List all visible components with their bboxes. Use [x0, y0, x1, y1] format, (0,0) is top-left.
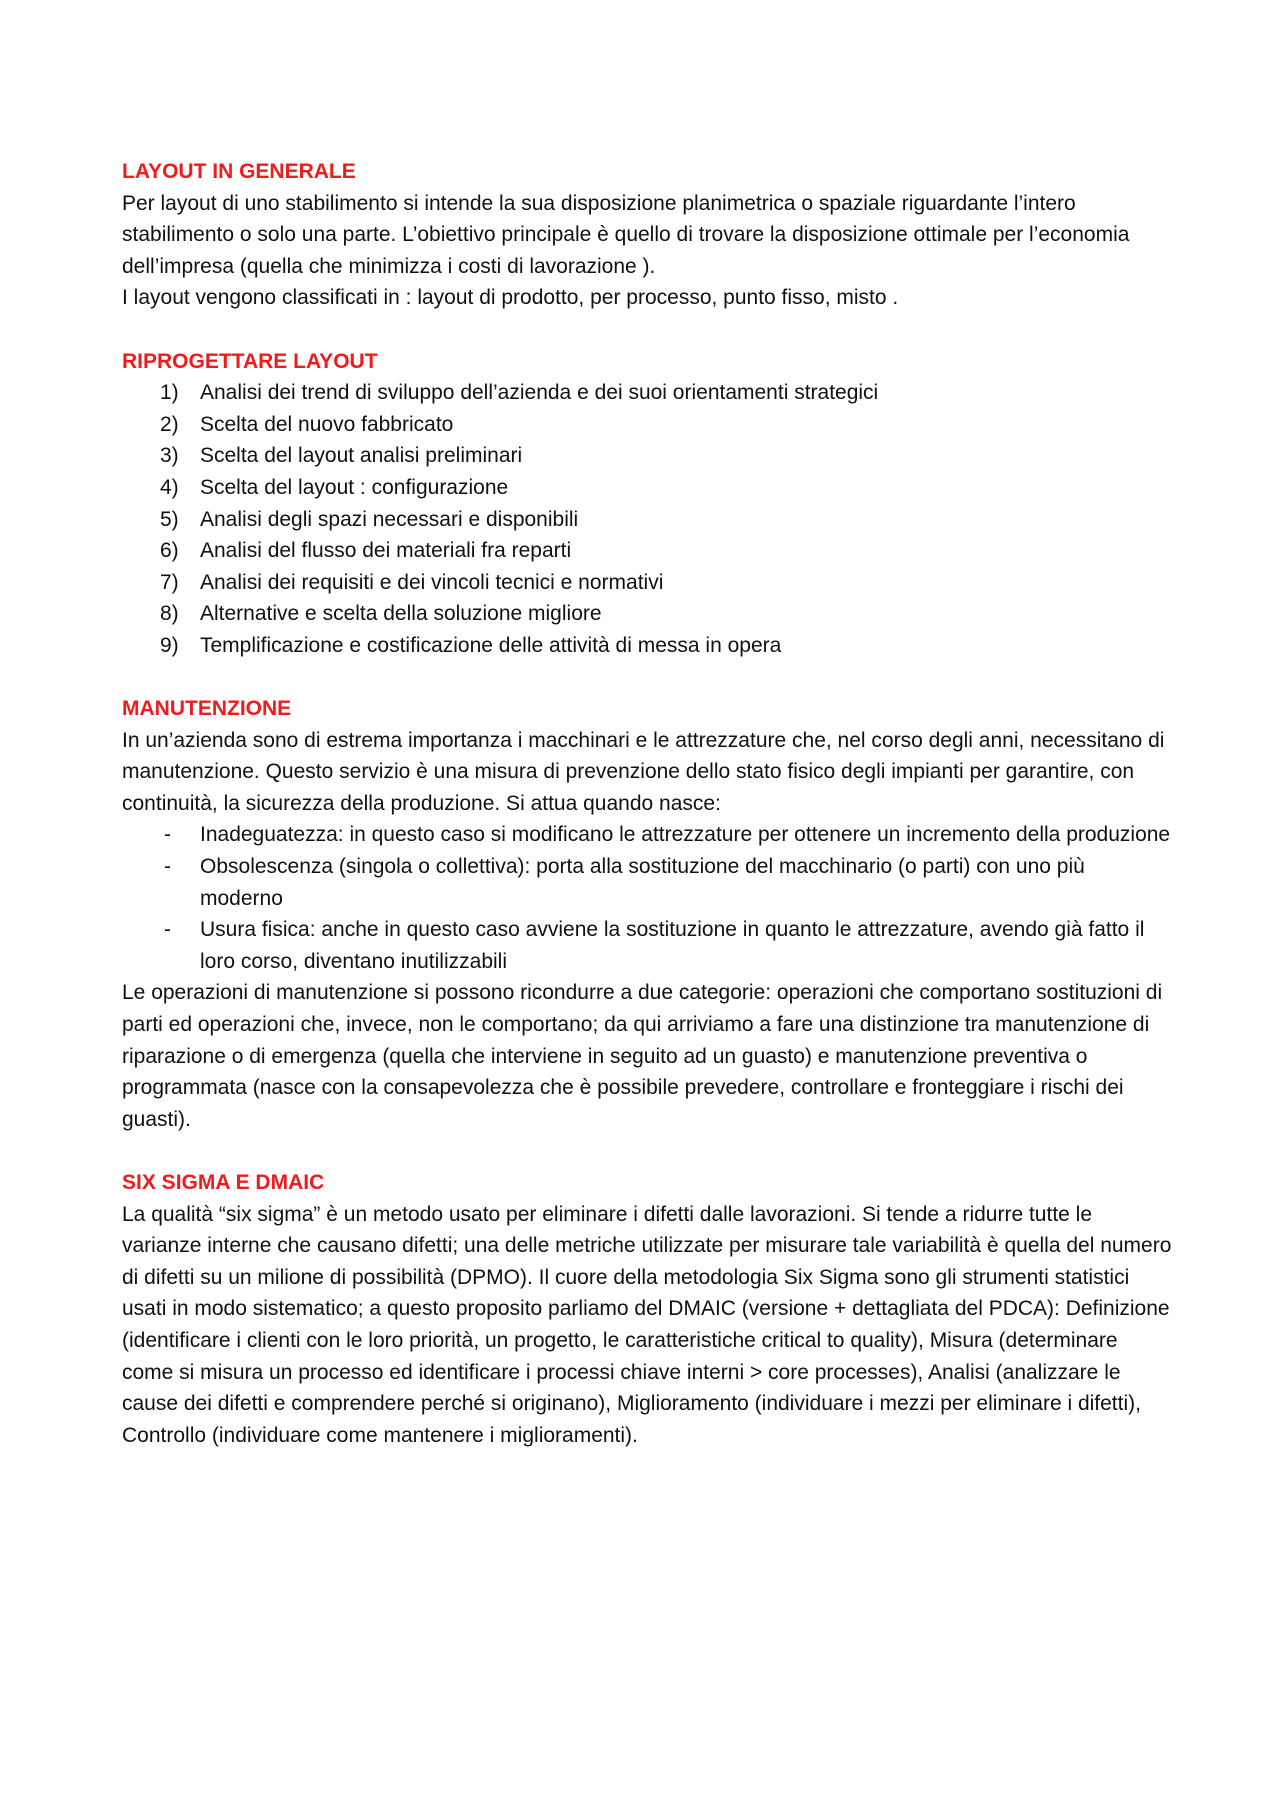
section-manutenzione [122, 693, 1172, 1135]
list-item [122, 377, 1172, 409]
list-item-text: Scelta del nuovo fabbricato [200, 412, 454, 436]
spacer [122, 662, 1172, 694]
list-number: 9) [160, 633, 179, 657]
paragraph: I layout vengono classificati in : layout di prodotto, per processo, punto fisso, misto . [122, 286, 899, 310]
list-item [122, 819, 1172, 851]
list-item-text: Analisi degli spazi necessari e disponibili [200, 507, 579, 531]
list-item [122, 440, 1172, 472]
list-item [122, 630, 1172, 662]
list-number: 6) [160, 539, 179, 563]
list-dash: - [164, 855, 171, 879]
list-item-text: Alternative e scelta della soluzione migliore [200, 602, 602, 626]
spacer [122, 1135, 1172, 1167]
list-item [122, 567, 1172, 599]
list-number: 2) [160, 412, 179, 436]
list-item [122, 409, 1172, 441]
list-item [122, 598, 1172, 630]
list-dash: - [164, 918, 171, 942]
list-number: 5) [160, 507, 179, 531]
list-item [122, 535, 1172, 567]
section-heading: RIPROGETTARE LAYOUT [122, 349, 378, 373]
section-heading: MANUTENZIONE [122, 697, 292, 721]
list-number: 3) [160, 444, 179, 468]
list-number: 1) [160, 381, 179, 405]
numbered-list [122, 377, 1172, 661]
list-item-text: Analisi del flusso dei materiali fra reparti [200, 539, 572, 563]
section-six-sigma [122, 1167, 1172, 1451]
list-item [122, 914, 1172, 977]
list-item [122, 504, 1172, 536]
list-item-text: Analisi dei requisiti e dei vincoli tecnici e normativi [200, 570, 664, 594]
list-item-text: Scelta del layout analisi preliminari [200, 444, 523, 468]
paragraph: In un’azienda sono di estrema importanza i macchinari e le attrezzature che, nel corso degli anni, necessitano di manutenzione. Questo servizio è una misura di prevenzione dello stato fisico degli impianti per garantire, con continuità, la sicurezza della produzione. Si attua quando nasce: [122, 728, 1165, 815]
section-heading: LAYOUT IN GENERALE [122, 160, 356, 183]
list-item-text: Scelta del layout : configurazione [200, 475, 509, 499]
section-riprogettare-layout [122, 346, 1172, 662]
list-number: 4) [160, 475, 179, 499]
paragraph: La qualità “six sigma” è un metodo usato per eliminare i difetti dalle lavorazioni. Si tende a ridurre tutte le varianze interne che causano difetti; una delle metriche utilizzate per misurare tale variabilità è quella del numero di difetti su un milione di possibilità (DPMO). Il cuore della metodologia Six Sigma sono gli strumenti statistici usati in modo sistematico; a questo proposito parliamo del DMAIC (versione + dettagliata del PDCA): Definizione (identificare i clienti con le loro priorità, un progetto, le caratteristiche critical to quality), Misura (determinare come si misura un processo ed identificare i processi chiave interni > core processes), Analisi (analizzare le cause dei difetti e comprendere perché si originano), Miglioramento (individuare i mezzi per eliminare i difetti), Controllo (individuare come mantenere i miglioramenti). [122, 1202, 1172, 1447]
document-page [122, 156, 1172, 1451]
list-dash: - [164, 823, 171, 847]
list-item-text: Analisi dei trend di sviluppo dell’azienda e dei suoi orientamenti strategici [200, 381, 879, 405]
section-heading: SIX SIGMA E DMAIC [122, 1171, 325, 1194]
list-item-text: Inadeguatezza: in questo caso si modificano le attrezzature per ottenere un incremento della produzione [200, 823, 1171, 847]
spacer [122, 314, 1172, 346]
list-item-text: Usura fisica: anche in questo caso avviene la sostituzione in quanto le attrezzature, avendo già fatto il loro corso, diventano inutilizzabili [200, 918, 1145, 973]
list-item-text: Templificazione e costificazione delle attività di messa in opera [200, 633, 782, 657]
paragraph: Per layout di uno stabilimento si intende la sua disposizione planimetrica o spaziale riguardante l’intero stabilimento o solo una parte. L’obiettivo principale è quello di trovare la disposizione ottimale per l’economia dell’impresa (quella che minimizza i costi di lavorazione ). [122, 191, 1130, 278]
list-item [122, 472, 1172, 504]
dashed-list [122, 819, 1172, 977]
paragraph: Le operazioni di manutenzione si possono ricondurre a due categorie: operazioni che comportano sostituzioni di parti ed operazioni che, invece, non le comportano; da qui arriviamo a fare una distinzione tra manutenzione di riparazione o di emergenza (quella che interviene in seguito ad un guasto) e manutenzione preventiva o programmata (nasce con la consapevolezza che è possibile prevedere, controllare e fronteggiare i rischi dei guasti). [122, 981, 1163, 1131]
list-item [122, 851, 1172, 914]
list-number: 8) [160, 602, 179, 626]
section-layout-in-generale [122, 156, 1172, 314]
list-item-text: Obsolescenza (singola o collettiva): porta alla sostituzione del macchinario (o parti) con uno più moderno [200, 855, 1085, 910]
list-number: 7) [160, 570, 179, 594]
